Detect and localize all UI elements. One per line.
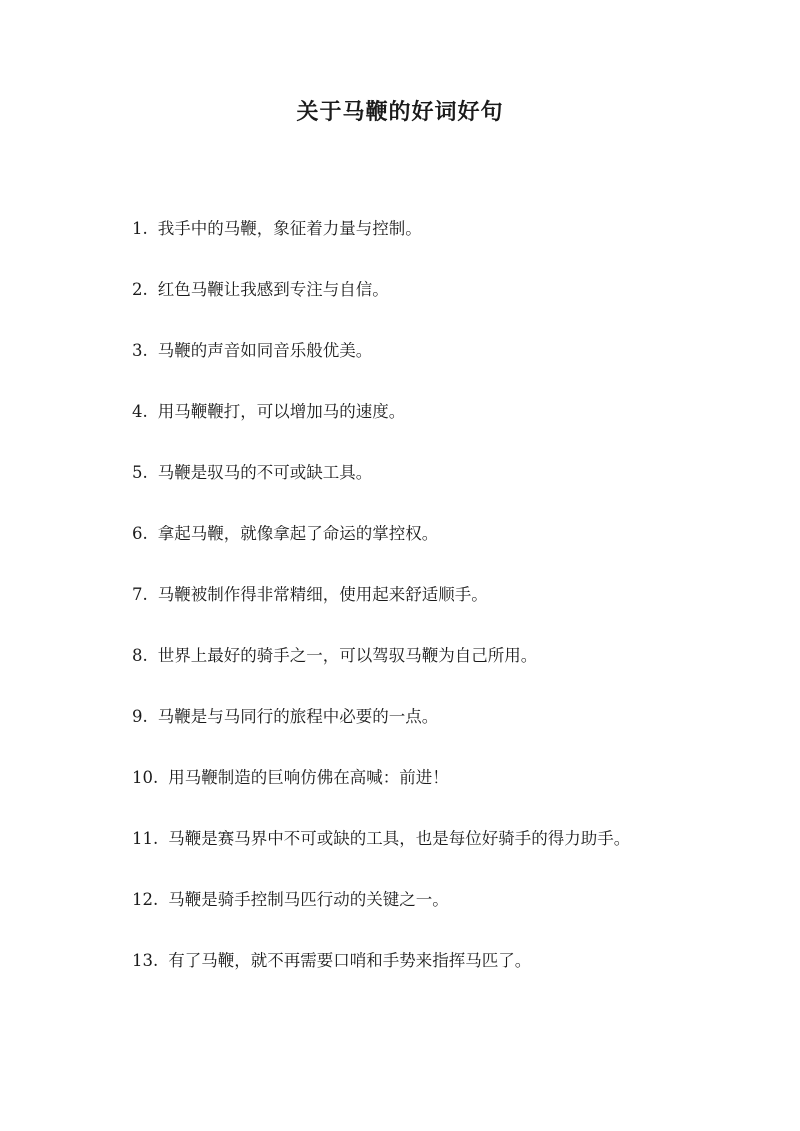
item-text: 我手中的马鞭，象征着力量与控制。: [157, 219, 422, 238]
item-text: 马鞭是赛马界中不可或缺的工具，也是每位好骑手的得力助手。: [168, 829, 631, 848]
list-item: [132, 642, 772, 703]
item-number: 12.: [132, 890, 159, 909]
sentence-list: [132, 215, 772, 1008]
list-item: [132, 398, 772, 459]
item-text: 用马鞭制造的巨响仿佛在高喊：前进！: [168, 768, 449, 787]
item-text: 用马鞭鞭打，可以增加马的速度。: [157, 402, 406, 421]
list-item: [132, 825, 772, 886]
list-item: [132, 581, 772, 642]
item-number: 8.: [132, 646, 148, 665]
item-text: 有了马鞭，就不再需要口哨和手势来指挥马匹了。: [168, 951, 532, 970]
item-text: 马鞭是与马同行的旅程中必要的一点。: [157, 707, 439, 726]
item-number: 5.: [132, 463, 148, 482]
item-number: 7.: [132, 585, 148, 604]
list-item: [132, 764, 772, 825]
item-text: 世界上最好的骑手之一，可以驾驭马鞭为自己所用。: [157, 646, 538, 665]
list-item: [132, 886, 772, 947]
list-item: [132, 215, 772, 276]
item-text: 马鞭是驭马的不可或缺工具。: [157, 463, 373, 482]
item-number: 3.: [132, 341, 148, 360]
item-text: 拿起马鞭，就像拿起了命运的掌控权。: [157, 524, 439, 543]
list-item: [132, 276, 772, 337]
page-title: 关于马鞭的好词好句: [296, 99, 504, 125]
list-item: [132, 703, 772, 764]
item-number: 10.: [132, 768, 159, 787]
item-text: 马鞭是骑手控制马匹行动的关键之一。: [168, 890, 449, 909]
item-number: 2.: [132, 280, 148, 299]
list-item: [132, 337, 772, 398]
item-number: 11.: [132, 829, 159, 848]
item-text: 马鞭的声音如同音乐般优美。: [157, 341, 373, 360]
item-text: 红色马鞭让我感到专注与自信。: [157, 280, 389, 299]
list-item: [132, 520, 772, 581]
list-item: [132, 459, 772, 520]
list-item: [132, 947, 772, 1008]
item-number: 6.: [132, 524, 148, 543]
item-number: 4.: [132, 402, 148, 421]
item-text: 马鞭被制作得非常精细，使用起来舒适顺手。: [157, 585, 488, 604]
item-number: 13.: [132, 951, 159, 970]
item-number: 1.: [132, 219, 148, 238]
item-number: 9.: [132, 707, 148, 726]
